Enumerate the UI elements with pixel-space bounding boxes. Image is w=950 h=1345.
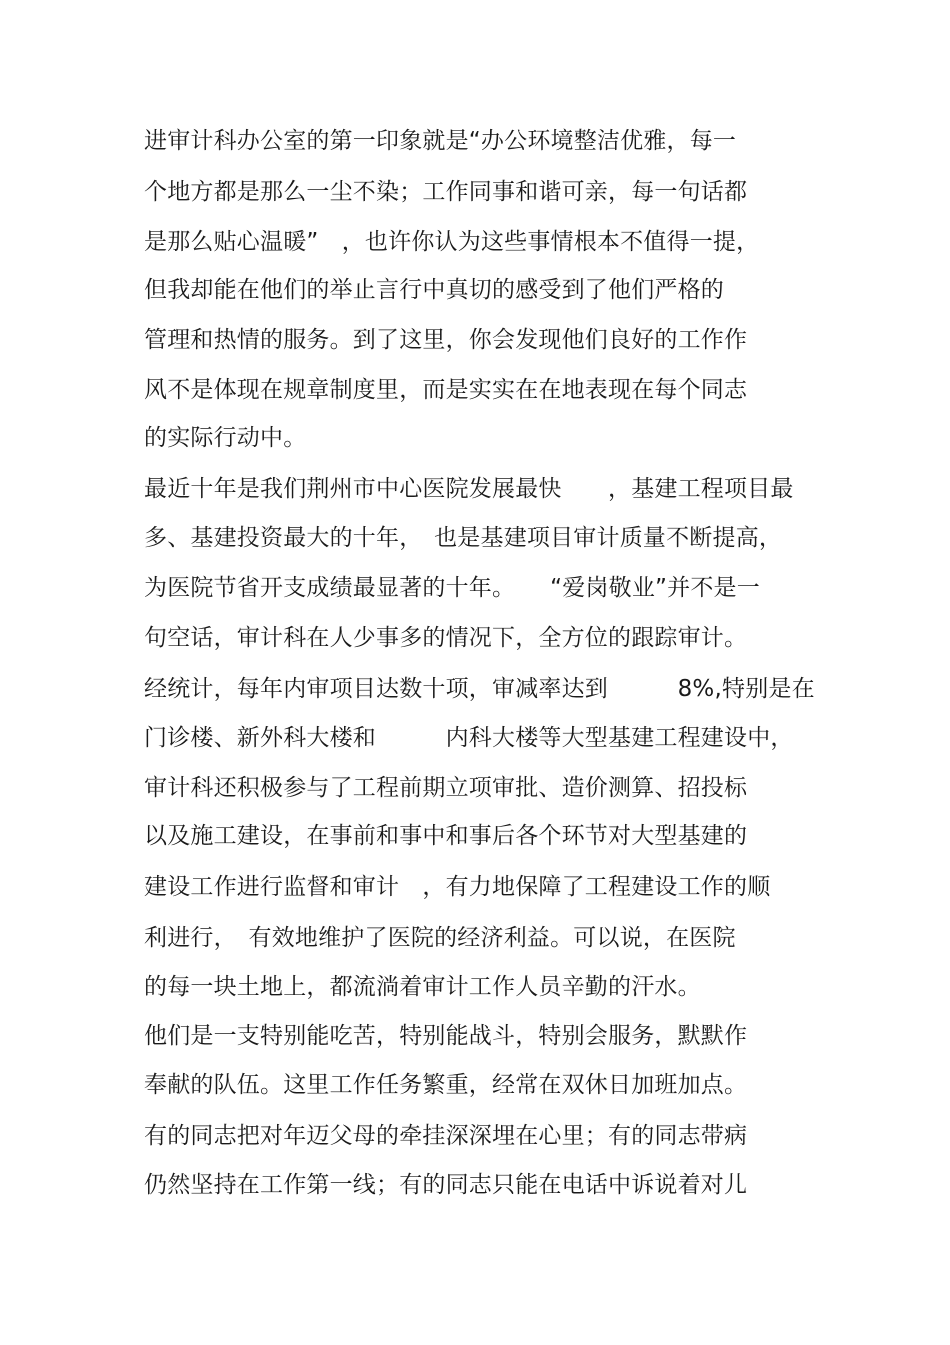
text-line: 经统计，每年内审项目达数十项，审减率达到 8%,特别是在 (144, 676, 815, 702)
text-line: 奉献的队伍。这里工作任务繁重，经常在双休日加班加点。 (144, 1072, 748, 1098)
text-line: 管理和热情的服务。到了这里，你会发现他们良好的工作作 (144, 327, 748, 353)
text-line: 他们是一支特别能吃苦，特别能战斗，特别会服务，默默作 (144, 1023, 748, 1049)
text-line: 有的同志把对年迈父母的牵挂深深埋在心里；有的同志带病 (144, 1123, 748, 1149)
text-line: 但我却能在他们的举止言行中真切的感受到了他们严格的 (144, 277, 724, 303)
text-line: 为医院节省开支成绩最显著的十年。 “爱岗敬业”并不是一 (144, 575, 760, 601)
text-line: 的每一块土地上，都流淌着审计工作人员辛勤的汗水。 (144, 974, 701, 1000)
text-line: 以及施工建设，在事前和事中和事后各个环节对大型基建的 (144, 823, 748, 849)
text-line: 建设工作进行监督和审计 ，有力地保障了工程建设工作的顺 (144, 874, 771, 900)
text-line: 个地方都是那么一尘不染；工作同事和谐可亲，每一句话都 (144, 179, 748, 205)
text-line: 是那么贴心温暖” ，也许你认为这些事情根本不值得一提， (144, 229, 760, 255)
text-line: 审计科还积极参与了工程前期立项审批、造价测算、招投标 (144, 775, 748, 801)
text-line: 最近十年是我们荆州市中心医院发展最快 ，基建工程项目最 (144, 476, 794, 502)
text-line: 进审计科办公室的第一印象就是“办公环境整洁优雅，每一 (144, 128, 737, 154)
text-line: 门诊楼、新外科大楼和 内科大楼等大型基建工程建设中， (144, 725, 794, 751)
text-line: 的实际行动中。 (144, 425, 307, 451)
text-line: 多、基建投资最大的十年， 也是基建项目审计质量不断提高， (144, 525, 783, 551)
text-line: 利进行， 有效地维护了医院的经济利益。可以说，在医院 (144, 925, 736, 951)
text-line: 仍然坚持在工作第一线；有的同志只能在电话中诉说着对儿 (144, 1172, 748, 1198)
text-line: 风不是体现在规章制度里，而是实实在在地表现在每个同志 (144, 377, 748, 403)
text-line: 句空话，审计科在人少事多的情况下，全方位的跟踪审计。 (144, 625, 748, 651)
